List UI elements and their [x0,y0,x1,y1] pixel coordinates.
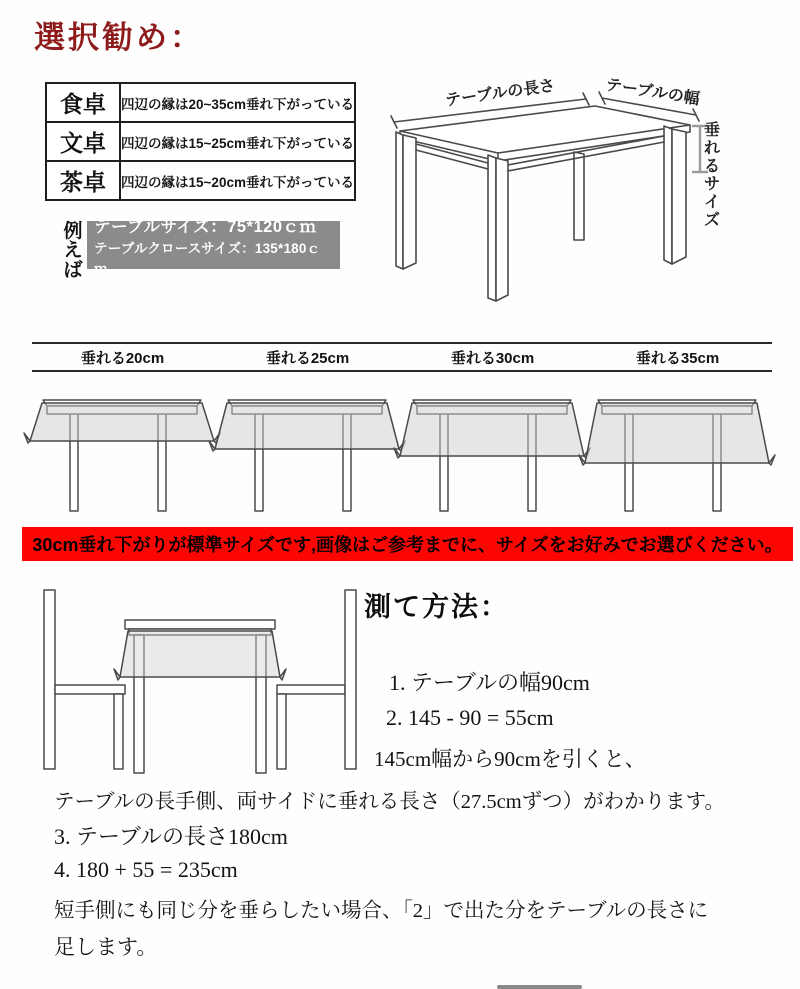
measure-step-2: 2. 145 - 90 = 55cm [386,705,554,730]
divider-line [32,370,772,372]
drape-label-35cm: 垂れる35cm [635,350,720,367]
measure-step-3-length: 3. テーブルの長さ180cm [54,824,288,849]
measure-step-4-sum: 4. 180 + 55 = 235cm [54,857,238,882]
page-title: 選択勧め： [34,20,204,55]
standard-size-banner [22,527,793,561]
tablecloth-drape-30cm-illustration [400,383,580,523]
diagram-width-label: テーブルの幅 [604,76,701,109]
tablecloth-drape-25cm-illustration [215,383,395,523]
tablecloth-drape-35cm-illustration [585,383,765,523]
table-chairs-diagram [28,583,368,783]
measure-body-line: 足します。 [54,935,158,959]
diagram-drop-label: 垂れるサイズ [703,122,720,229]
table-row [47,84,354,123]
table-desc-cell: 四辺の縁は20~35cm垂れ下がっている [121,96,354,112]
drape-label-25cm: 垂れる25cm [265,350,350,367]
drape-label-30cm: 垂れる30cm [450,350,535,367]
table-type-cell: 食卓 [47,84,121,121]
measure-body-line: 短手側にも同じ分を垂らしたい場合、「2」で出た分をテーブルの長さに [54,900,709,922]
tablecloth-drape-20cm-illustration [30,383,210,523]
measure-body-line: テーブルの長手側、両サイドに垂れる長さ（27.5cmずつ）がわかります。 [54,791,725,813]
table-desc-cell: 四辺の縁は15~25cm垂れ下がっている [121,135,354,151]
table-row [47,162,354,199]
image-crop-edge [497,985,582,989]
table-type-cell: 文卓 [47,123,121,160]
measure-step-1: 1. テーブルの幅90cm [389,670,590,695]
table-type-cell: 茶卓 [47,162,121,199]
example-size-box [87,218,340,276]
table-row [47,123,354,162]
diagram-length-label: テーブルの長さ [444,77,557,110]
table-desc-cell: 四辺の縁は15~20cm垂れ下がっている [121,174,354,190]
example-vertical-label: 例えば [63,221,83,281]
example-table-size: テーブルサイズ：75*120ｃｍ [94,218,317,236]
table-type-spec-table [45,82,356,201]
measure-method-title: 測て方法： [364,592,509,622]
divider-line [32,342,772,344]
drape-label-20cm: 垂れる20cm [80,350,165,367]
example-cloth-size: テーブルクロースサイズ：135*180ｃｍ [94,241,321,276]
banner-text: 30cm垂れ下がりが標準サイズです,画像はご参考までに、サイズをお好みでお選びください。 [32,535,783,555]
measure-step-3: 145cm幅から90cmを引くと、 [374,747,646,771]
